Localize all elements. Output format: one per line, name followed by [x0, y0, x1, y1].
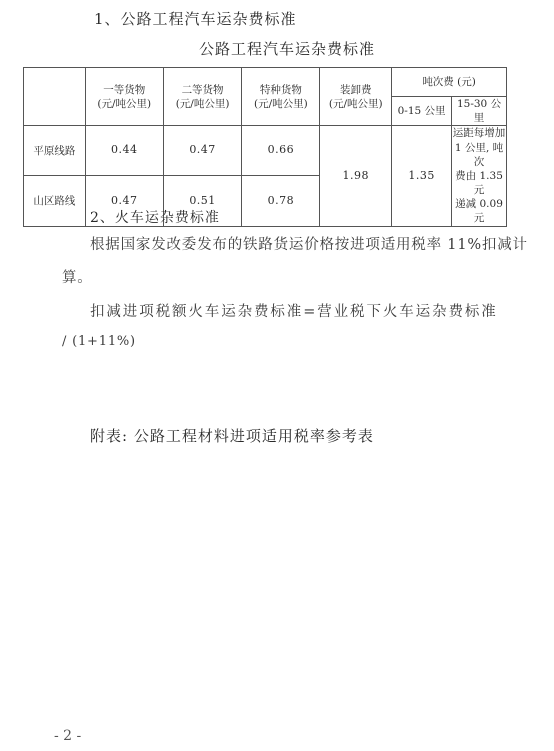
header-grade1-label: 一等货物	[103, 83, 146, 96]
appendix-title: 附表: 公路工程材料进项适用税率参考表	[90, 427, 374, 445]
range2-note-line: 费由 1.35 元	[455, 169, 503, 197]
header-grade2-unit: (元/吨公里)	[175, 97, 230, 110]
paragraph-rail-tax-line1: 根据国家发改委发布的铁路货运价格按进项适用税率 11%扣减计	[90, 237, 528, 253]
header-per-ton: 吨次费 (元)	[392, 68, 507, 97]
header-special-label: 特种货物	[259, 83, 302, 96]
cell-plain-grade2: 0.47	[163, 126, 242, 176]
page-number: - 2 -	[54, 728, 82, 744]
paragraph-formula-line2: / (1+11%)	[62, 334, 136, 349]
section-heading-rail: 2、火车运杂费标准	[90, 210, 220, 226]
cell-plain-grade1: 0.44	[85, 126, 163, 176]
table-row	[24, 126, 507, 176]
header-grade1	[85, 68, 163, 126]
header-loading-unit: (元/吨公里)	[328, 97, 383, 110]
range2-note-line: 递减 0.09 元	[455, 198, 503, 225]
header-grade1-unit: (元/吨公里)	[97, 97, 152, 110]
header-grade2	[163, 68, 242, 126]
table-corner-cell	[24, 68, 86, 126]
cell-mountain-grade2: 0.51	[163, 176, 242, 226]
section-heading-highway: 1、公路工程汽车运杂费标准	[94, 10, 297, 28]
header-loading-label: 装卸费	[339, 83, 372, 96]
row-label-mountain: 山区路线	[24, 176, 86, 226]
paragraph-rail-tax-line2: 算。	[62, 270, 93, 286]
table-title: 公路工程汽车运杂费标准	[198, 40, 375, 58]
cell-range2-note	[452, 126, 507, 226]
header-range1: 0-15 公里	[392, 97, 452, 126]
cell-loading-value: 1.98	[320, 126, 392, 226]
cell-plain-special: 0.66	[242, 126, 320, 176]
range2-note-line: 1 公里, 吨次	[454, 141, 504, 168]
header-loading	[320, 68, 392, 126]
paragraph-formula-line1: 扣减进项税额火车运杂费标准=营业税下火车运杂费标准	[90, 304, 498, 320]
cell-mountain-grade1: 0.47	[85, 176, 163, 226]
row-label-plain: 平原线路	[24, 126, 86, 176]
freight-fee-table	[23, 67, 507, 227]
header-grade2-label: 二等货物	[181, 83, 224, 96]
header-special	[242, 68, 320, 126]
cell-mountain-special: 0.78	[242, 176, 320, 226]
header-special-unit: (元/吨公里)	[254, 97, 308, 110]
cell-range1-value: 1.35	[392, 126, 452, 226]
range2-note-line: 运距每增加	[452, 127, 506, 140]
header-range2: 15-30 公里	[452, 97, 507, 126]
